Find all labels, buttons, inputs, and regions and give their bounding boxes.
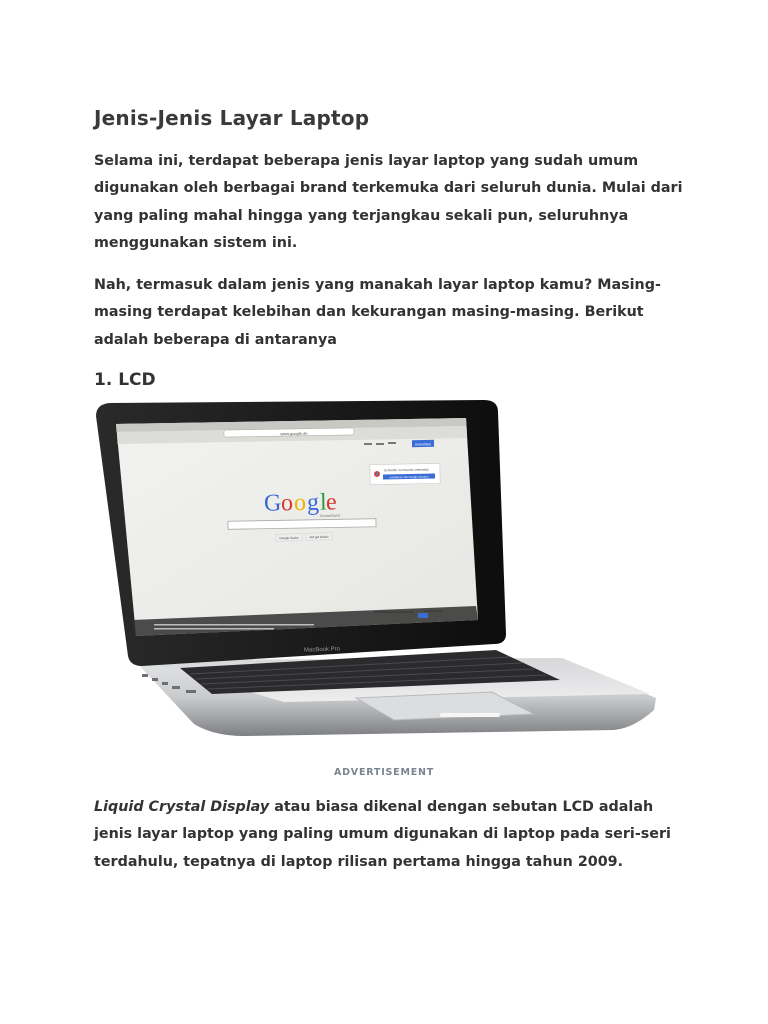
front-notch <box>440 713 500 717</box>
lcd-term: Liquid Crystal Display <box>94 799 270 815</box>
login-button-text: Anmelden <box>414 442 432 447</box>
lcd-paragraph <box>94 794 694 876</box>
search-button-1: Google-Suche <box>279 535 299 541</box>
search-button-2: Auf gut Glück! <box>309 534 329 540</box>
svg-text:o: o <box>293 489 307 517</box>
intro-paragraph: Selama ini, terdapat beberapa jenis layar laptop yang sudah umum digunakan oleh berbagai brand terkemuka dari seluruh dunia. Mulai dari yang paling mahal hingga yang terjangkau sekali pun, seluruhnya menggunakan sistem ini. <box>94 153 683 251</box>
laptop-illustration <box>94 398 662 748</box>
svg-text:g: g <box>306 489 320 516</box>
svg-text:o: o <box>280 490 294 517</box>
browser-url: www.google.de <box>280 430 308 437</box>
popup-button: Installieren Sie Google Chrome <box>389 474 429 480</box>
svg-text:G: G <box>263 490 282 517</box>
article-title: Jenis-Jenis Layar Laptop <box>94 106 370 130</box>
bezel-label: MacBook Pro <box>303 646 341 654</box>
google-logo-text: Google <box>94 398 98 399</box>
svg-text:e: e <box>325 489 337 516</box>
popup-text: Schneller im Internet unterwegs <box>383 467 429 473</box>
svg-text:l: l <box>319 489 327 516</box>
section-heading-lcd: 1. LCD <box>94 370 156 390</box>
advertisement-label: ADVERTISEMENT <box>333 767 435 778</box>
laptop-image <box>94 398 662 748</box>
lcd-description: atau biasa dikenal dengan sebutan LCD adalah jenis layar laptop yang paling umum digunakan di laptop pada seri-seri terdahulu, tepatnya di laptop rilisan pertama hingga tahun 2009. <box>94 799 671 870</box>
second-paragraph: Nah, termasuk dalam jenis yang manakah layar laptop kamu? Masing-masing terdapat kelebihan dan kekurangan masing-masing. Berikut adalah beberapa di antaranya <box>94 277 661 348</box>
google-sublogo: Deutschland <box>319 513 340 518</box>
